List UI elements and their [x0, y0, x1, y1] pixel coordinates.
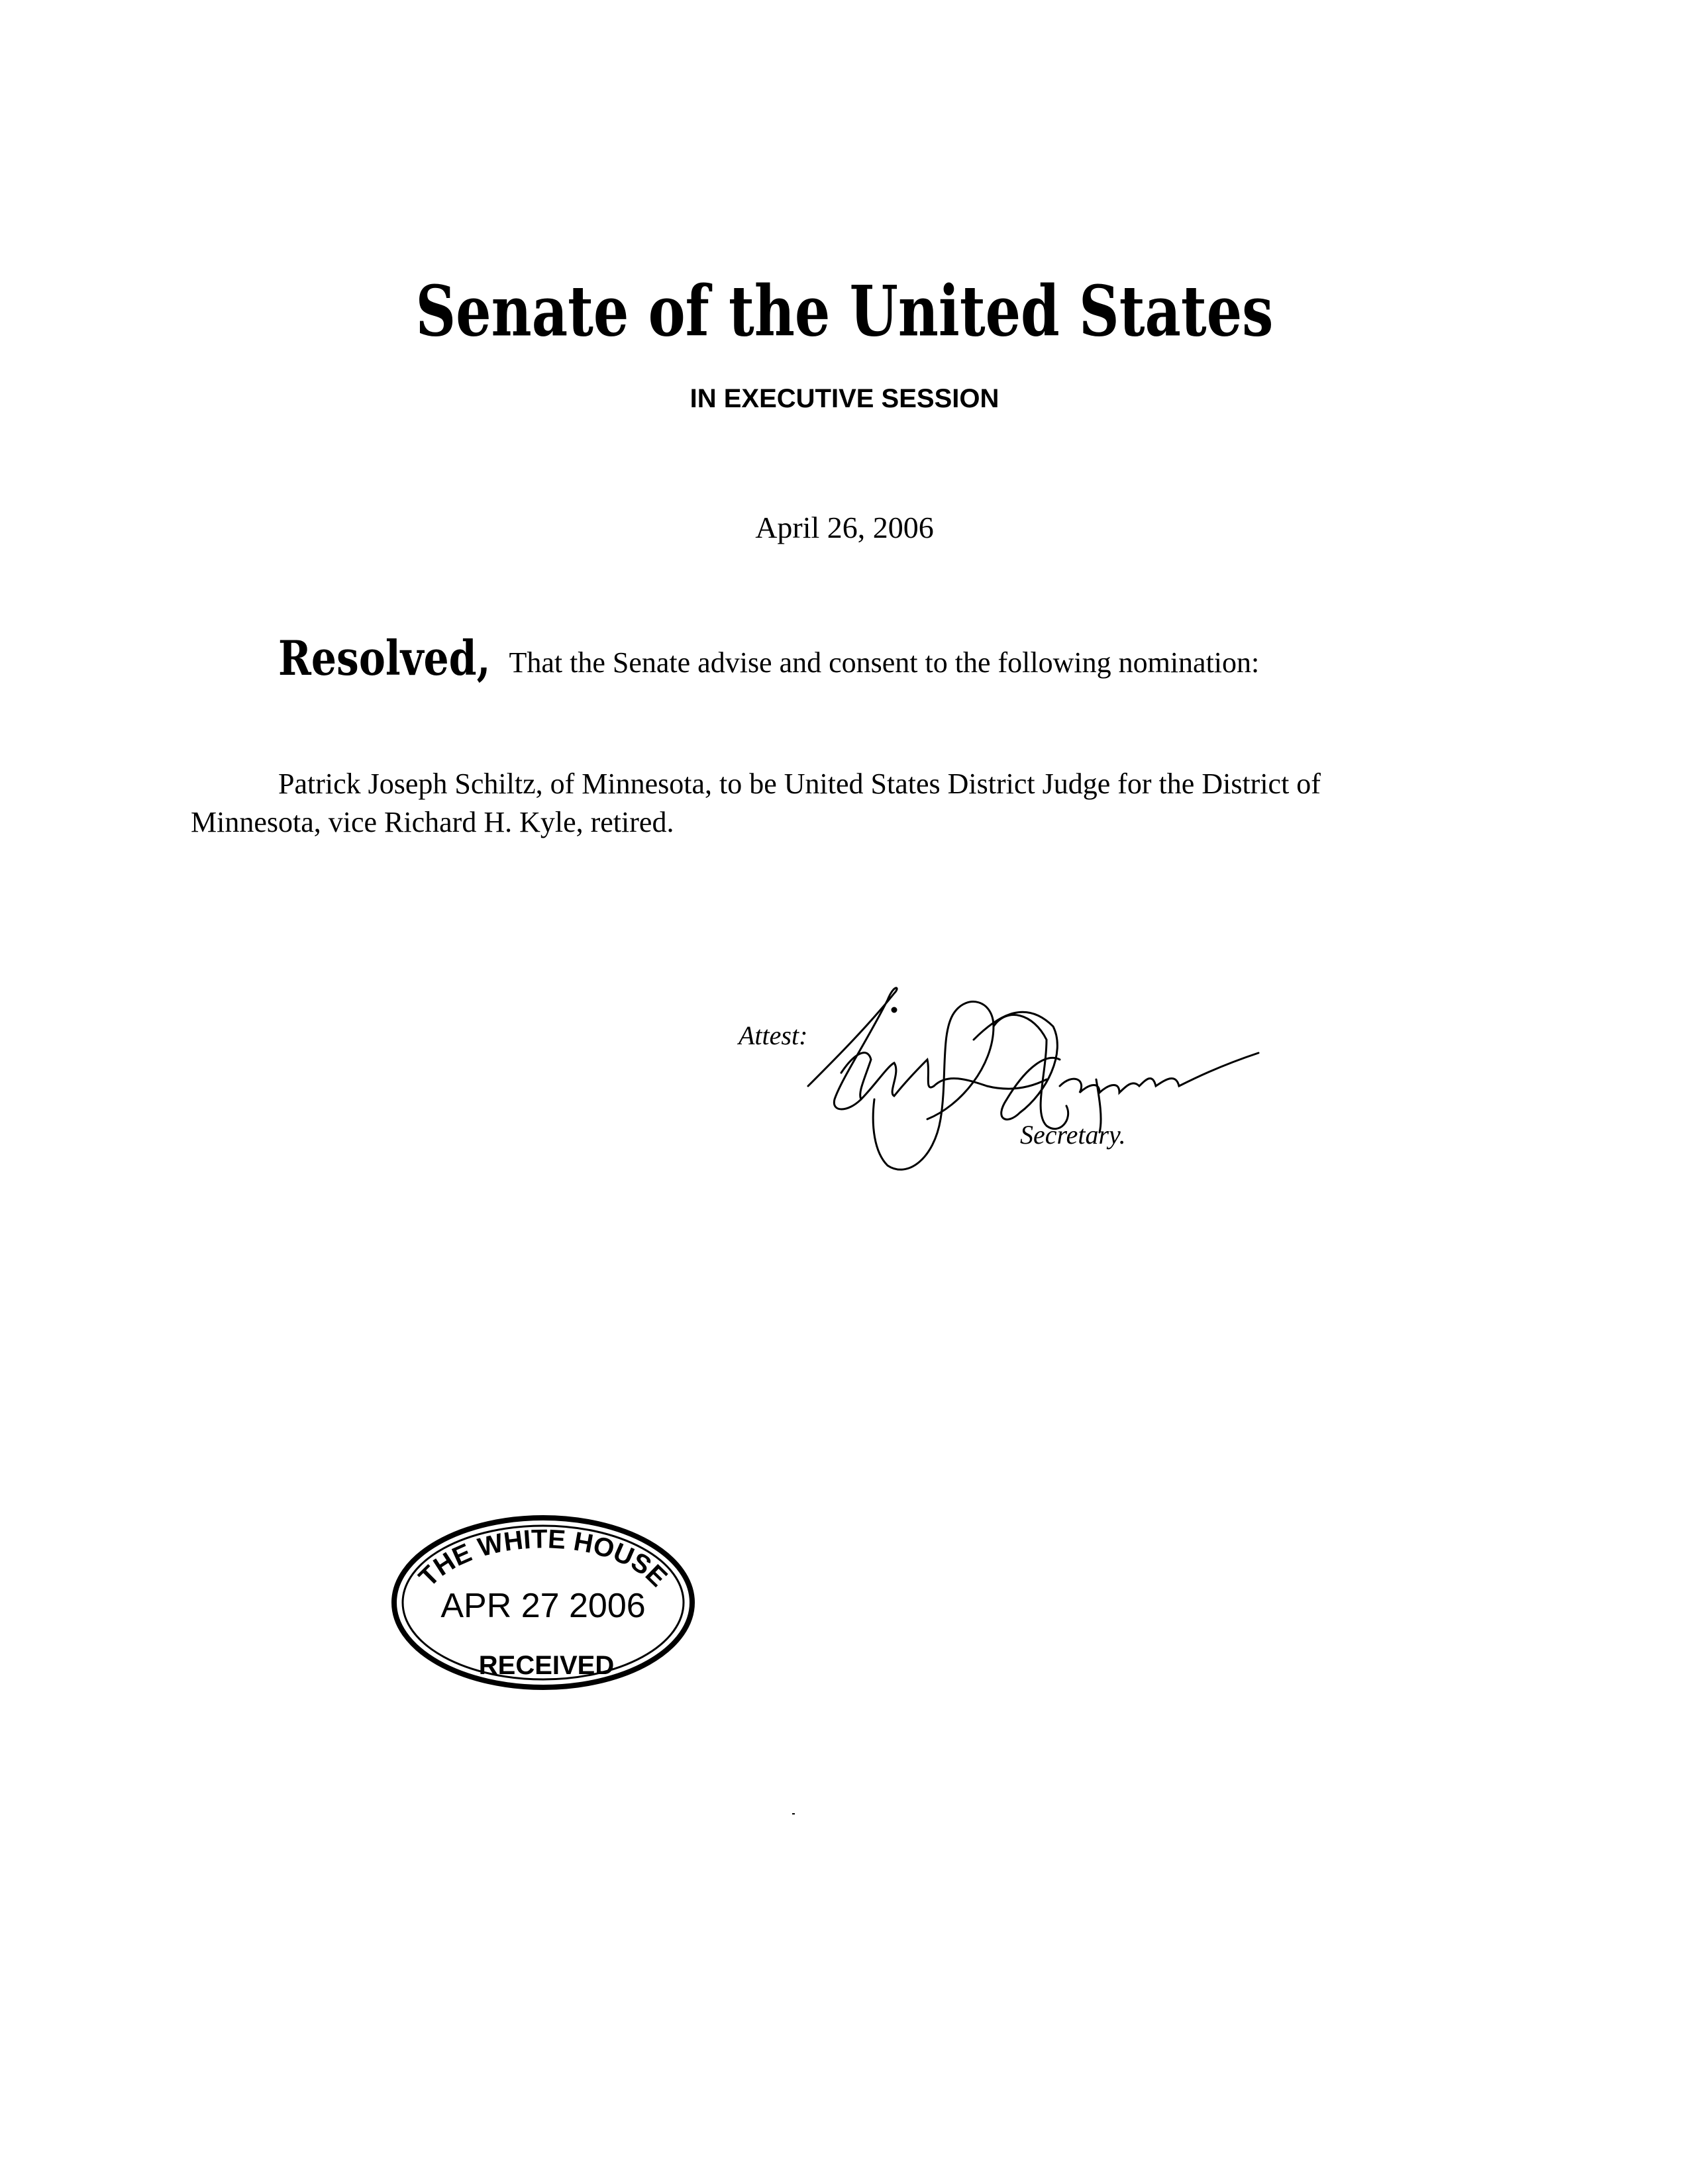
resolved-word: Resolved, — [278, 631, 491, 687]
stamp-top-text: THE WHITE HOUSE — [413, 1524, 673, 1593]
signature-stroke — [974, 1012, 1060, 1119]
scan-artifact — [792, 1813, 795, 1814]
resolution-line — [278, 631, 1260, 687]
attest-label: Attest: — [739, 1020, 808, 1050]
resolution-text: That the Senate advise and consent to the following nomination: — [509, 646, 1260, 679]
signature-image — [795, 987, 1298, 1185]
nomination-paragraph: Patrick Joseph Schiltz, of Minnesota, to be United States District Judge for the District of Minnesota, vice Richard H. Kyle, retired. — [191, 768, 1321, 838]
signer-title: Secretary. — [1020, 1120, 1126, 1150]
signature-stroke — [934, 1078, 1047, 1089]
white-house-received-stamp — [387, 1503, 699, 1695]
signature-stroke — [808, 988, 897, 1109]
signature-stroke — [994, 1015, 1068, 1129]
document-title: Senate of the United States — [415, 270, 1274, 352]
session-heading: IN EXECUTIVE SESSION — [690, 384, 999, 413]
document-date: April 26, 2006 — [755, 511, 934, 544]
stamp-bottom-text: RECEIVED — [478, 1651, 615, 1680]
signature-dot — [892, 1008, 896, 1012]
stamp-date: APR 27 2006 — [440, 1587, 646, 1625]
signature-stroke — [1060, 1053, 1258, 1093]
